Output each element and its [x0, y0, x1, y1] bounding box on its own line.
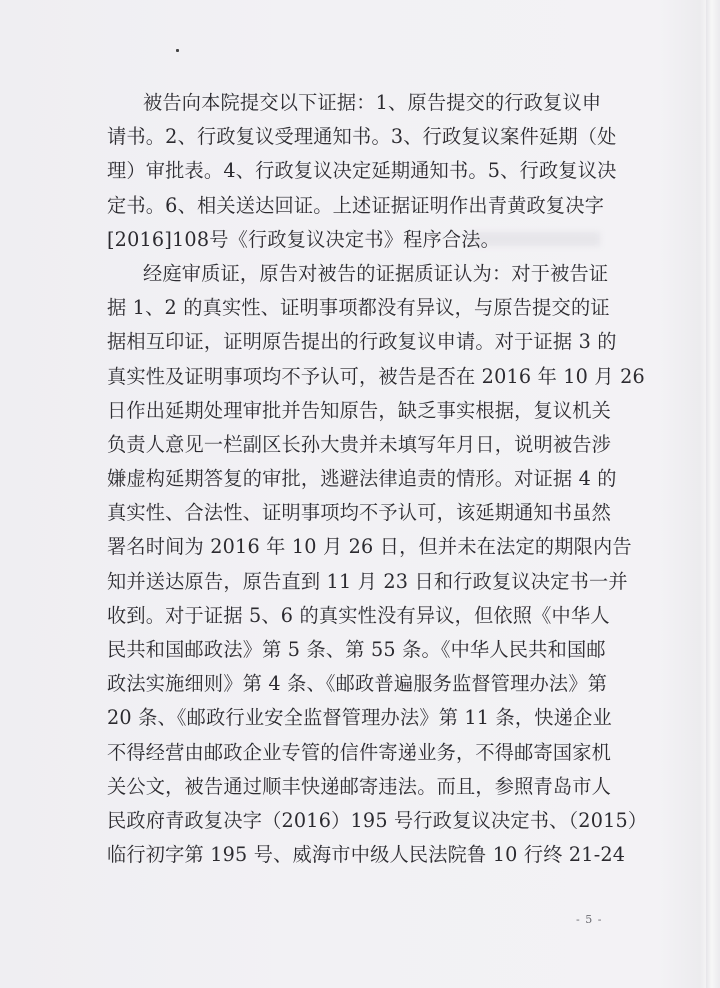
text-line: [107, 872, 607, 906]
text-line: 知并送达原告，原告直到 11 月 23 日和行政复议决定书一并: [107, 569, 628, 593]
text-line: 政法实施细则》第 4 条、《邮政普遍服务监督管理办法》第: [107, 672, 608, 696]
scan-speck: [176, 49, 179, 52]
text-line: [2016]108号《行政复议决定书》程序合法。: [107, 227, 501, 251]
text-line: 定书。6、相关送达回证。上述证据证明作出青黄政复决字: [107, 193, 605, 217]
text-line: 民共和国邮政法》第 5 条、第 55 条。《中华人民共和国邮: [107, 638, 606, 661]
text-line: 嫌虚构延期答复的审批，逃避法律追责的情形。对证据 4 的: [107, 467, 617, 491]
text-line: 据 1、2 的真实性、证明事项都没有异议，与原告提交的证: [107, 296, 610, 320]
text-line: 署名时间为 2016 年 10 月 26 日，但并未在法定的期限内告: [107, 535, 632, 559]
text-line: 经庭审质证，原告对被告的证据质证认为：对于被告证: [143, 261, 609, 285]
text-line: 真实性及证明事项均不予认可，被告是否在 2016 年 10 月 26: [107, 364, 645, 388]
text-line: 请书。2、行政复议受理通知书。3、行政复议案件延期（处: [107, 125, 617, 149]
text-line: 理）审批表。4、行政复议决定延期通知书。5、行政复议决: [107, 159, 617, 183]
page-edge-shadow: [706, 0, 720, 988]
text-line: 民政府青政复决字（2016）195 号行政复议决定书、（2015）: [107, 808, 648, 832]
text-line: 20 条、《邮政行业安全监督管理办法》第 11 条，快递企业: [107, 706, 612, 730]
text-line: 收到。对于证据 5、6 的真实性没有异议，但依照《中华人: [107, 603, 610, 627]
text-line: 被告向本院提交以下证据：1、原告提交的行政复议申: [143, 91, 602, 114]
document-body: [107, 86, 648, 907]
text-line: 关公文，被告通过顺丰快递邮寄违法。而且，参照青岛市人: [107, 774, 612, 798]
text-line: 据相互印证，证明原告提出的行政复议申请。对于证据 3 的: [107, 330, 617, 354]
paragraph-evidence-list: [107, 86, 617, 257]
text-line: 负责人意见一栏副区长孙大贵并未填写年月日，说明被告涉: [107, 432, 612, 456]
paragraph-cross-examination: [107, 257, 648, 907]
text-line: 真实性、合法性、证明事项均不予认可，该延期通知书虽然: [107, 501, 612, 525]
text-line: 临行初字第 195 号、威海市中级人民法院鲁 10 行终 21-24: [107, 843, 626, 867]
text-line: 不得经营由邮政企业专管的信件寄递业务，不得邮寄国家机: [107, 740, 612, 764]
text-line: 日作出延期处理审批并告知原告，缺乏事实根据，复议机关: [107, 398, 612, 422]
page-number: - 5 -: [576, 913, 603, 926]
